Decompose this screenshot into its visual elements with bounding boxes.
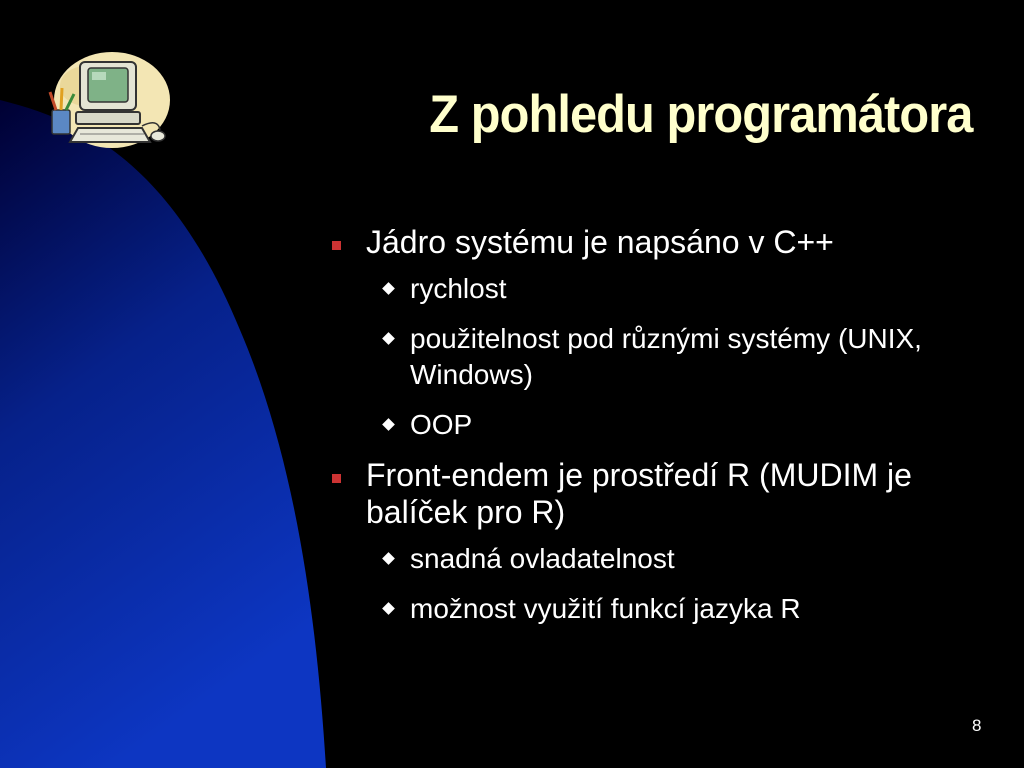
sub-bullet-text: snadná ovladatelnost xyxy=(410,543,675,574)
sub-bullet-text: rychlost xyxy=(410,273,507,304)
sub-bullet-item xyxy=(326,321,996,393)
sub-bullet-item xyxy=(326,541,996,577)
bullet-item xyxy=(326,457,996,531)
bullet-item xyxy=(326,224,996,261)
bullet-text: Jádro systému je napsáno v C++ xyxy=(366,224,834,260)
bullet-text: Front-endem je prostředí R (MUDIM je balíček pro R) xyxy=(366,457,912,530)
sub-bullet-item xyxy=(326,591,996,627)
diamond-bullet-icon xyxy=(382,602,395,615)
sub-bullet-text: OOP xyxy=(410,409,473,440)
sub-bullet-text: možnost využití funkcí jazyka R xyxy=(410,593,801,624)
square-bullet-icon xyxy=(332,474,341,483)
sub-bullet-text: použitelnost pod různými systémy (UNIX, Windows) xyxy=(410,323,922,390)
diamond-bullet-icon xyxy=(382,332,395,345)
computer-clipart-icon xyxy=(46,48,172,154)
bullet-list xyxy=(326,224,996,641)
page-number: 8 xyxy=(972,716,982,735)
diamond-bullet-icon xyxy=(382,418,395,431)
sub-bullet-item xyxy=(326,271,996,307)
slide-title: Z pohledu programátora xyxy=(428,85,972,144)
sub-bullet-item xyxy=(326,407,996,443)
square-bullet-icon xyxy=(332,241,341,250)
diamond-bullet-icon xyxy=(382,282,395,295)
diamond-bullet-icon xyxy=(382,552,395,565)
